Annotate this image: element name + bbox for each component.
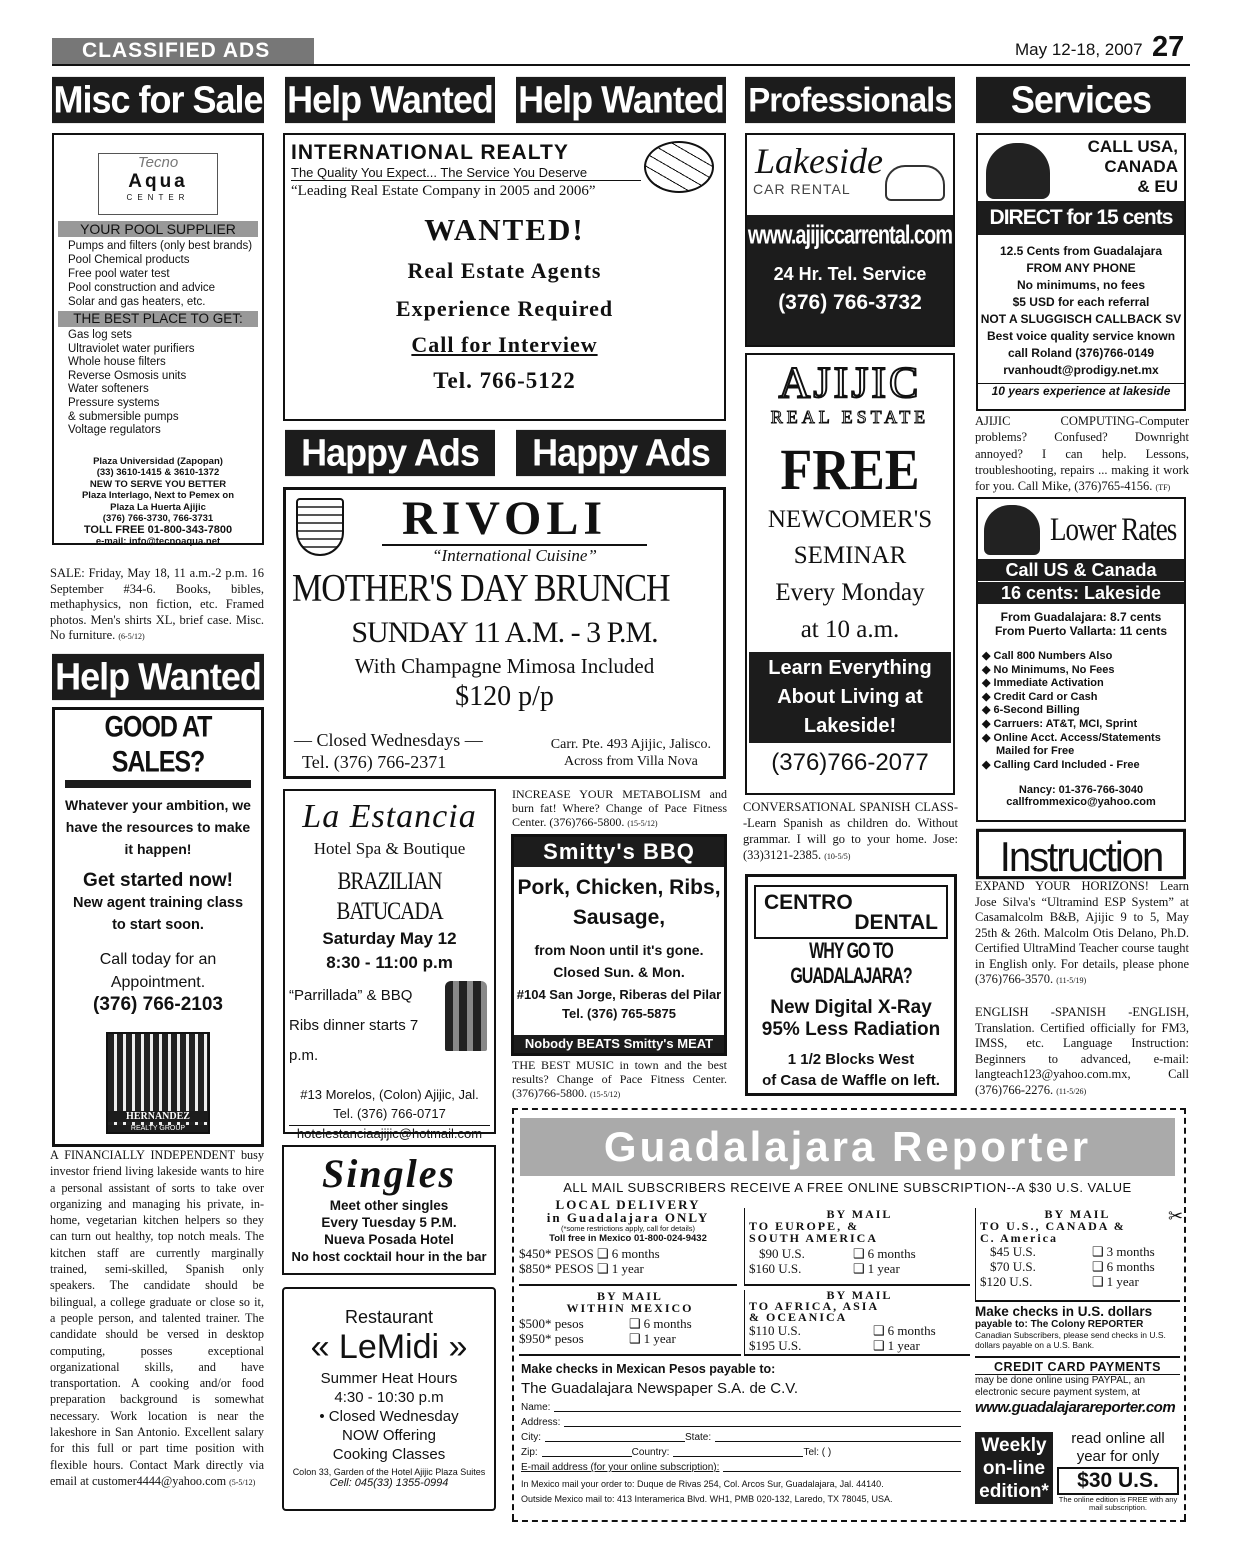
call-usa-ad bbox=[976, 133, 1186, 411]
realty-line1: Real Estate Agents bbox=[407, 258, 602, 283]
callusa-lines: 12.5 Cents from Guadalajara FROM ANY PHONE No minimums, no fees $5 USD for each referral NOT A SLUGGISCH CALLBACK SV Best voice quality service known call Roland (376)766-0149 rvanhoudt@prodigy.net.mx bbox=[980, 244, 1182, 377]
heading-services: Services bbox=[976, 77, 1186, 123]
estancia-line4: “Parrillada” & BBQ Ribs dinner starts 7 p.m. bbox=[289, 987, 419, 1064]
heading-happy-ads-2: Happy Ads bbox=[516, 430, 726, 476]
ajijic-real-estate-ad bbox=[745, 353, 955, 795]
singles-title: Singles bbox=[321, 1151, 457, 1196]
smittys-line1: Pork, Chicken, Ribs, Sausage, bbox=[517, 876, 721, 929]
expand-horizons-ad: EXPAND YOUR HORIZONS! Learn Jose Silva's “Ultramind ESP System” at Casamalcolm B&B, Ajijic 9 to 5, May 25th & 26th. Malcolm Otis Delano, Ph.D. Certified UltraMind Teacher course taught in English only. For details, please phone (376)766-3570. (11-5/19) bbox=[975, 879, 1189, 986]
estancia-line3: 8:30 - 11:00 p.m bbox=[326, 953, 453, 972]
centro-dental-ad bbox=[745, 874, 957, 1096]
ajijic-free: FREE bbox=[780, 437, 920, 502]
mail-instructions-1: In Mexico mail your order to: Duque de Rivas 254, Col. Arcos Sur, Guadalajara, Jal. 44140. bbox=[521, 1479, 884, 1489]
ajijic-line3: Every Monday bbox=[775, 579, 925, 606]
page-number: 27 bbox=[1152, 31, 1185, 63]
smittys-line2: from Noon until it's gone. Closed Sun. & Mon. bbox=[534, 942, 704, 980]
crest-icon bbox=[296, 498, 344, 556]
ajijic-line2: SEMINAR bbox=[793, 542, 907, 569]
tecno-aqua-ad bbox=[52, 133, 264, 548]
lower-f1: From Guadalajara: 8.7 cents bbox=[1000, 610, 1162, 624]
within-mexico-block: BY MAIL WITHIN MEXICO $500* pesos❑ 6 months $950* pesos❑ 1 year bbox=[519, 1290, 741, 1356]
best-music-ad: THE BEST MUSIC in town and the best results? Change of Pace Fitness Center. (376)766-5800. (15-5/12) bbox=[512, 1058, 727, 1100]
europe-block: BY MAIL TO EUROPE, & SOUTH AMERICA $90 U.S.❑ 6 months $160 U.S.❑ 1 year bbox=[744, 1208, 970, 1286]
local-delivery-block: LOCAL DELIVERY in Guadalajara ONLY (*some restrictions apply, call for details) Toll free in Mexico 01-800-024-9432 $450* PESOS ❑ 6 months $850* PESOS ❑ 1 year bbox=[519, 1198, 737, 1286]
rivoli-line2: SUNDAY 11 A.M. - 3 P.M. bbox=[351, 616, 658, 649]
sales-phone: (376) 766-2103 bbox=[93, 994, 223, 1015]
lemidi-line5: Cooking Classes bbox=[332, 1446, 446, 1463]
ajijic-sub: REAL ESTATE bbox=[770, 407, 930, 427]
online-fine-print: The online edition is FREE with any mail subscription. bbox=[1058, 1495, 1178, 1512]
rivoli-ad bbox=[283, 487, 726, 779]
english-translation-ad: ENGLISH -SPANISH -ENGLISH, Translation. Certified officially for FM3, IMSS, etc. Language Instruction: Beginners to advanced, e-mail: langteach123@yahoo.com.mx, Call (376)766-2276. (11-5/26) bbox=[975, 1005, 1189, 1097]
smittys-line3: #104 San Jorge, Riberas del Pilar bbox=[516, 987, 722, 1002]
reporter-url[interactable]: www.guadalajarareporter.com bbox=[975, 1399, 1176, 1416]
rivoli-line3: With Champagne Mimosa Included bbox=[354, 654, 655, 678]
lakeside-line1: 24 Hr. Tel. Service bbox=[773, 264, 927, 284]
heading-professionals: Professionals bbox=[745, 77, 955, 123]
realty-tel: Tel. 766-5122 bbox=[433, 368, 576, 393]
rivoli-line1: MOTHER'S DAY BRUNCH bbox=[292, 567, 670, 610]
lemidi-line2: 4:30 - 10:30 p.m bbox=[334, 1389, 444, 1406]
heading-instruction: Instruction bbox=[976, 829, 1186, 879]
centro-why: WHY GO TO GUADALAJARA? bbox=[790, 939, 912, 989]
lower-b1: Call US & Canada bbox=[978, 559, 1184, 581]
sales-line2: Get started now! bbox=[83, 870, 233, 891]
callusa-direct: DIRECT for 15 cents bbox=[978, 201, 1184, 235]
estancia-address: #13 Morelos, (Colon) Ajijic, Jal. bbox=[300, 1087, 479, 1102]
estancia-line1: BRAZILIAN BATUCADA bbox=[336, 866, 443, 925]
estancia-sub: Hotel Spa & Boutique bbox=[313, 839, 466, 858]
weekly-online-badge: Weekly on-line edition* bbox=[975, 1432, 1053, 1504]
sales-line3: New agent training class to start soon. bbox=[72, 895, 244, 933]
checks-us-block: Make checks in U.S. dollars payable to: The Colony REPORTER Canadian Subscribers, please send checks in U.S. dollars payable on a U.S. Bank. bbox=[975, 1300, 1180, 1350]
ajijic-computing-ad: AJIJIC COMPUTING-Computer problems? Confused? Downright annoyed? I can help. Lessons, troubleshooting, repairs ... making it work for you. Call Mike, (376)765-4156. (TF) bbox=[975, 414, 1189, 494]
tecno-logo-2: Aqua bbox=[128, 171, 188, 192]
sales-ad bbox=[52, 707, 264, 1147]
rivoli-sub: “International Cuisine” bbox=[382, 544, 647, 566]
lemidi-cell: Cell: 045(33) 1355-0994 bbox=[329, 1477, 449, 1489]
realty-line3: Call for Interview bbox=[411, 332, 598, 357]
singles-line1: Meet other singles bbox=[329, 1198, 449, 1213]
rivoli-price: $120 p/p bbox=[455, 681, 554, 712]
callusa-l2: CANADA bbox=[1104, 157, 1178, 176]
ajijic-tel: (376)766-2077 bbox=[771, 749, 929, 776]
tecno-address: Plaza Universidad (Zapopan) (33) 3610-1415 & 3610-1372 NEW TO SERVE YOU BETTER Plaza Interlago, Next to Pemex on Plaza La Huerta Ajijic (376) 766-3730, 766-3731 TOLL FREE 01-800-343-7800 e-mail: info@tecnoaqua.net bbox=[81, 455, 235, 548]
read-online-text: read online all year for only bbox=[1071, 1430, 1165, 1465]
centro-line1: New Digital X-Ray bbox=[770, 997, 932, 1018]
centro-name2: DENTAL bbox=[854, 911, 938, 934]
sales-title: GOOD AT SALES? bbox=[104, 710, 212, 779]
online-price: $30 U.S. bbox=[1057, 1467, 1179, 1495]
lemidi-restaurant: Restaurant bbox=[344, 1307, 434, 1327]
tecno-logo-3: CENTER bbox=[126, 193, 190, 202]
rivoli-address: Carr. Pte. 493 Ajijic, Jalisco. Across from Villa Nova bbox=[550, 737, 711, 769]
lower-email: callfrommexico@yahoo.com bbox=[1006, 796, 1156, 809]
lemidi-line4: NOW Offering bbox=[342, 1427, 436, 1444]
smittys-footer: Nobody BEATS Smitty's MEAT bbox=[514, 1035, 724, 1053]
heading-help-wanted-3: Help Wanted bbox=[52, 654, 264, 700]
lower-items: ◆ Call 800 Numbers Also ◆ No Minimums, No Fees ◆ Immediate Activation ◆ Credit Card or Cash ◆ 6-Second Billing ◆ Carruers: AT&T, MCI, Sprint ◆ Online Acct. Access/Statements Mailed for Free ◆ Calling Card Included - Free bbox=[982, 650, 1161, 771]
telephone-icon bbox=[986, 143, 1050, 199]
centro-line2: 95% Less Radiation bbox=[761, 1019, 941, 1040]
international-realty-ad bbox=[283, 133, 726, 421]
rivoli-closed: — Closed Wednesdays — bbox=[294, 730, 483, 750]
financially-independent-ad: A FINANCIALLY INDEPENDENT busy investor friend living lakeside wants to hire a personal assistant of sorts to take over organizing and managing his private, in-home, vegetarian kitchen helpers so they can turn out healthy, top notch meals. The kitchen staff are currently marginally trained, semi-skilled, Spanish only speakers. The candidate should be bilingual, a college graduate or close so it, a people person, and talented trainer. The candidate should be versed in desktop computing, posses exceptional organizational skills, and have transportation. A cooking and/or food preparation background is somewhat necessary. Work location is near the lakeshore in San Antonio. Excellent salary for this full or part time position with flexible hours. Contact Mark directly via email at customer4444@yahoo.com (5-5/12) bbox=[50, 1148, 264, 1488]
singles-line3: Nueva Posada Hotel bbox=[324, 1232, 454, 1247]
reporter-subtitle: ALL MAIL SUBSCRIBERS RECEIVE A FREE ONLINE SUBSCRIPTION--A $30 U.S. VALUE bbox=[563, 1180, 1132, 1195]
realty-tagline: The Quality You Expect... The Service You Deserve bbox=[291, 165, 641, 181]
company-name: The Guadalajara Newspaper S.A. de C.V. bbox=[521, 1380, 799, 1397]
lower-b2: 16 cents: Lakeside bbox=[978, 581, 1184, 604]
callusa-l1: CALL USA, bbox=[1087, 137, 1178, 156]
centro-name1: CENTRO bbox=[764, 891, 853, 914]
sales-line4: Call today for an Appointment. bbox=[99, 951, 217, 991]
metabolism-ad: INCREASE YOUR METABOLISM and burn fat! Where? Change of Pace Fitness Center. (376)766-5800. (15-5/12) bbox=[512, 787, 727, 829]
estancia-line2: Saturday May 12 bbox=[322, 929, 457, 948]
sale-ad-text: SALE: Friday, May 18, 11 a.m.-2 p.m. 16 September #34-6. Books, bibles, methaphysics, non fiction, etc. Framed photos. Men's shirts XL, brief case. Misc. No furniture. (6-5/12) bbox=[50, 566, 264, 642]
singles-ad bbox=[282, 1145, 496, 1275]
tecno-list-1: Pumps and filters (only best brands) Pool Chemical products Free pool water test Pool construction and advice Solar and gas heaters, etc. bbox=[68, 240, 253, 308]
subscription-form: Name: Address: City: State: Zip: Country: Tel: ( ) E-mail address (for your online subscription): bbox=[521, 1400, 961, 1475]
callusa-l3: & EU bbox=[1137, 177, 1178, 196]
africa-asia-block: BY MAIL TO AFRICA, ASIA & OCEANICA $110 U.S.❑ 6 months $195 U.S.❑ 1 year bbox=[744, 1290, 970, 1356]
lakeside-tel: (376) 766-3732 bbox=[778, 291, 922, 314]
ajijic-line4: at 10 a.m. bbox=[800, 616, 900, 643]
lakeside-sub: CAR RENTAL bbox=[753, 181, 851, 197]
smittys-tel: Tel. (376) 765-5875 bbox=[562, 1006, 676, 1021]
scissors-icon: ✂ bbox=[1168, 1206, 1184, 1226]
centro-line3: 1 1/2 Blocks West bbox=[787, 1051, 915, 1068]
estancia-email: hotelestanciaajijic@hotmail.com bbox=[289, 1125, 490, 1141]
realty-quote: “Leading Real Estate Company in 2005 and 2006” bbox=[291, 183, 596, 199]
mail-instructions-2: Outside Mexico mail to: 413 Interamerica Blvd. WH1, PMB 020-132, Laredo, TX 78045, USA. bbox=[521, 1494, 893, 1504]
ajijic-learn: Learn Everything About Living at Lakeside! bbox=[749, 652, 951, 743]
tecno-list-2: Gas log sets Ultraviolet water purifiers Whole house filters Reverse Osmosis units Water softeners Pressure systems & submersible pumps Voltage regulators bbox=[68, 329, 195, 437]
ajijic-line1: NEWCOMER'S bbox=[767, 506, 933, 533]
singles-line4: No host cocktail hour in the bar bbox=[291, 1249, 487, 1264]
lemidi-line1: Summer Heat Hours bbox=[320, 1370, 458, 1387]
heading-happy-ads-1: Happy Ads bbox=[285, 430, 495, 476]
lakeside-car-rental-ad bbox=[745, 133, 955, 347]
estancia-tel: Tel. (376) 766-0717 bbox=[333, 1106, 446, 1121]
rivoli-name: RIVOLI bbox=[401, 492, 608, 545]
globe-icon bbox=[644, 141, 714, 193]
rivoli-tel: Tel. (376) 766-2371 bbox=[302, 752, 447, 772]
smittys-name: Smitty's BBQ bbox=[514, 837, 724, 867]
lower-nancy: Nancy: 01-376-766-3040 bbox=[1018, 784, 1144, 797]
lakeside-url: www.ajijiccarrental.com bbox=[747, 221, 953, 251]
estancia-name: La Estancia bbox=[302, 798, 477, 835]
lower-f2: From Puerto Vallarta: 11 cents bbox=[994, 624, 1168, 638]
realty-line2: Experience Required bbox=[395, 296, 614, 321]
singles-line2: Every Tuesday 5 P.M. bbox=[321, 1215, 457, 1230]
heading-misc-for-sale: Misc for Sale bbox=[52, 77, 264, 123]
lemidi-line3: • Closed Wednesday bbox=[319, 1408, 459, 1425]
section-banner: CLASSIFIED ADS bbox=[52, 38, 314, 64]
car-icon bbox=[885, 165, 945, 201]
centro-line4: of Casa de Waffle on left. bbox=[762, 1072, 940, 1089]
sales-line1: Whatever your ambition, we have the resources to make it happen! bbox=[65, 797, 251, 857]
lemidi-name: « LeMidi » bbox=[310, 1328, 468, 1366]
callusa-foot: 10 years experience at lakeside bbox=[978, 383, 1184, 398]
lower-title: Lower Rates bbox=[1050, 511, 1177, 547]
ajijic-name: AJIJIC bbox=[778, 358, 922, 407]
hernandez-logo: HERNANDEZ REALTY GROUP bbox=[106, 1032, 210, 1134]
issue-date: May 12-18, 2007 bbox=[1015, 40, 1143, 59]
pool-supplier-bar: YOUR POOL SUPPLIER bbox=[58, 221, 258, 237]
lemidi-ad bbox=[282, 1287, 496, 1511]
reporter-title-banner: Guadalajara Reporter bbox=[520, 1118, 1175, 1176]
checks-mexico-label: Make checks in Mexican Pesos payable to: bbox=[521, 1362, 776, 1376]
us-canada-block: BY MAIL TO U.S., CANADA & C. America $45 U.S.❑ 3 months $70 U.S.❑ 6 months $120 U.S.❑ 1 year bbox=[975, 1208, 1175, 1300]
heading-help-wanted-2: Help Wanted bbox=[516, 77, 726, 123]
header-rule bbox=[52, 64, 1190, 66]
realty-wanted: WANTED! bbox=[424, 212, 585, 247]
lower-rates-ad bbox=[976, 497, 1186, 822]
credit-card-block: CREDIT CARD PAYMENTS may be done online using PAYPAL, an electronic secure payment system, at www.guadalajarareporter.com bbox=[975, 1356, 1180, 1416]
heading-help-wanted-1: Help Wanted bbox=[285, 77, 495, 123]
lakeside-name: Lakeside bbox=[755, 141, 883, 181]
best-place-bar: THE BEST PLACE TO GET: bbox=[58, 311, 258, 327]
tecno-logo-1: Tecno bbox=[137, 154, 179, 171]
lemidi-line6: Colon 33, Garden of the Hotel Ajijic Plaza Suites bbox=[292, 1467, 486, 1477]
smittys-bbq-ad bbox=[511, 834, 727, 1056]
la-estancia-ad bbox=[283, 789, 496, 1141]
realty-name: INTERNATIONAL REALTY bbox=[291, 141, 569, 164]
spanish-class-ad: CONVERSATIONAL SPANISH CLASS--Learn Spanish as children do. Without grammar. I will go to your home. Jose: (33)3121-2385. (10-5/5) bbox=[743, 800, 958, 862]
drums-icon bbox=[445, 981, 487, 1051]
